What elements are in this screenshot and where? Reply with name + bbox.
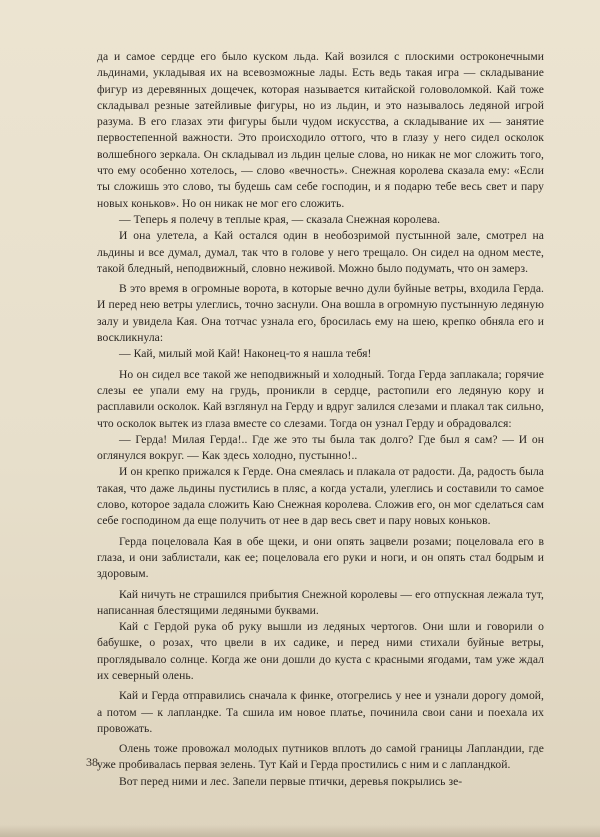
paragraph: — Кай, милый мой Кай! Наконец-то я нашла тебя! — [119, 347, 372, 361]
page-edge-shadow — [0, 825, 600, 837]
paragraph: Но он сидел все такой же неподвижный и холодный. Тогда Герда заплакала; горячие слезы ее упали ему на грудь, проникли в сердце, растопили его ледяную кору и расплавили осколок. Кай взглянул на Герду и вдруг залился слезами и плакал так сильно, что осколок вытек из глаза вместе со слезами. Тогда он узнал Герду и обрадовался: — [97, 367, 544, 430]
body-text — [97, 49, 544, 790]
paragraph: Олень тоже провожал молодых путников вплоть до самой границы Лапландии, где уже пробивалась первая зелень. Тут Кай и Герда простились с ним и с лапландкой. — [97, 742, 544, 772]
paragraph: И она улетела, а Кай остался один в необозримой пустынной зале, смотрел на льдины и все думал, думал, так что в голове у него трещало. Он сидел на одном месте, такой бледный, неподвижный, словно неживой. Можно было подумать, что он замерз. — [97, 229, 544, 275]
paragraph: Герда поцеловала Кая в обе щеки, и они опять зацвели розами; поцеловала его в глаза, и они заблистали, как ее; поцеловала его руки и ноги, и он опять стал бодрым и здоровым. — [97, 534, 544, 581]
paragraph: Кай с Гердой рука об руку вышли из ледяных чертогов. Они шли и говорили о бабушке, о розах, что цвели в их садике, и перед ними стихали буйные ветры, проглядывало солнце. Когда же они дошли до куста с красными ягодами, там уже ждал их северный олень. — [97, 620, 544, 682]
paragraph: Кай и Герда отправились сначала к финке, отогрелись у нее и узнали дорогу домой, а потом — к лапландке. Та сшила им новое платье, починила свои сани и поехала их провожать. — [97, 689, 544, 735]
paragraph: Кай ничуть не страшился прибытия Снежной королевы — его отпускная лежала тут, написанная блестящими ледяными буквами. — [97, 587, 544, 617]
paragraph: — Герда! Милая Герда!.. Где же это ты была так долго? Где был я сам? — И он оглянулся вокруг. — Как здесь холодно, пустынно!.. — [97, 432, 544, 463]
paragraph: Вот перед ними и лес. Запели первые птички, деревья покрылись зе- — [119, 774, 463, 788]
paragraph: И он крепко прижался к Герде. Она смеялась и плакала от радости. Да, радость была такая, что даже льдины пустились в пляс, а когда устали, улеглись и составили то самое слово, которое задала сложить Каю Снежная королева. Сложив его, он мог сделаться сам себе господином да еще получить от нее в дар весь свет и пару новых коньков. — [97, 465, 544, 528]
paragraph: В это время в огромные ворота, в которые вечно дули буйные ветры, входила Герда. И перед нею ветры улеглись, точно заснули. Она вошла в огромную пустынную ледяную залу и увидела Кая. Она тотчас узнала его, бросилась ему на шею, крепко обняла его и воскликнула: — [97, 282, 544, 345]
paragraph: да и самое сердце его было куском льда. Кай возился с плоскими остроконечными льдинами, укладывая их на всевозможные лады. Есть ведь такая игра — складывание фигур из деревянных дощечек, которая называется китайской головоломкой. Кай тоже складывал резные затейливые фигуры, но из льдин, и это называлось ледяной игрой разума. В его глазах эти фигуры были чудом искусства, а складывание их — занятие первостепенной важности. Это происходило оттого, что в глазу у него сидел осколок волшебного зеркала. Он складывал из льдин целые слова, но никак не мог сложить того, что ему особенно хотелось, — слово «вечность». Снежная королева сказала ему: «Если ты сложишь это слово, ты будешь сам себе господин, и я подарю тебе весь свет и пару новых коньков». Но он никак не мог его сложить. — [97, 50, 544, 210]
paragraph: — Теперь я полечу в теплые края, — сказала Снежная королева. — [119, 212, 441, 226]
page-number: 38 — [86, 755, 98, 769]
